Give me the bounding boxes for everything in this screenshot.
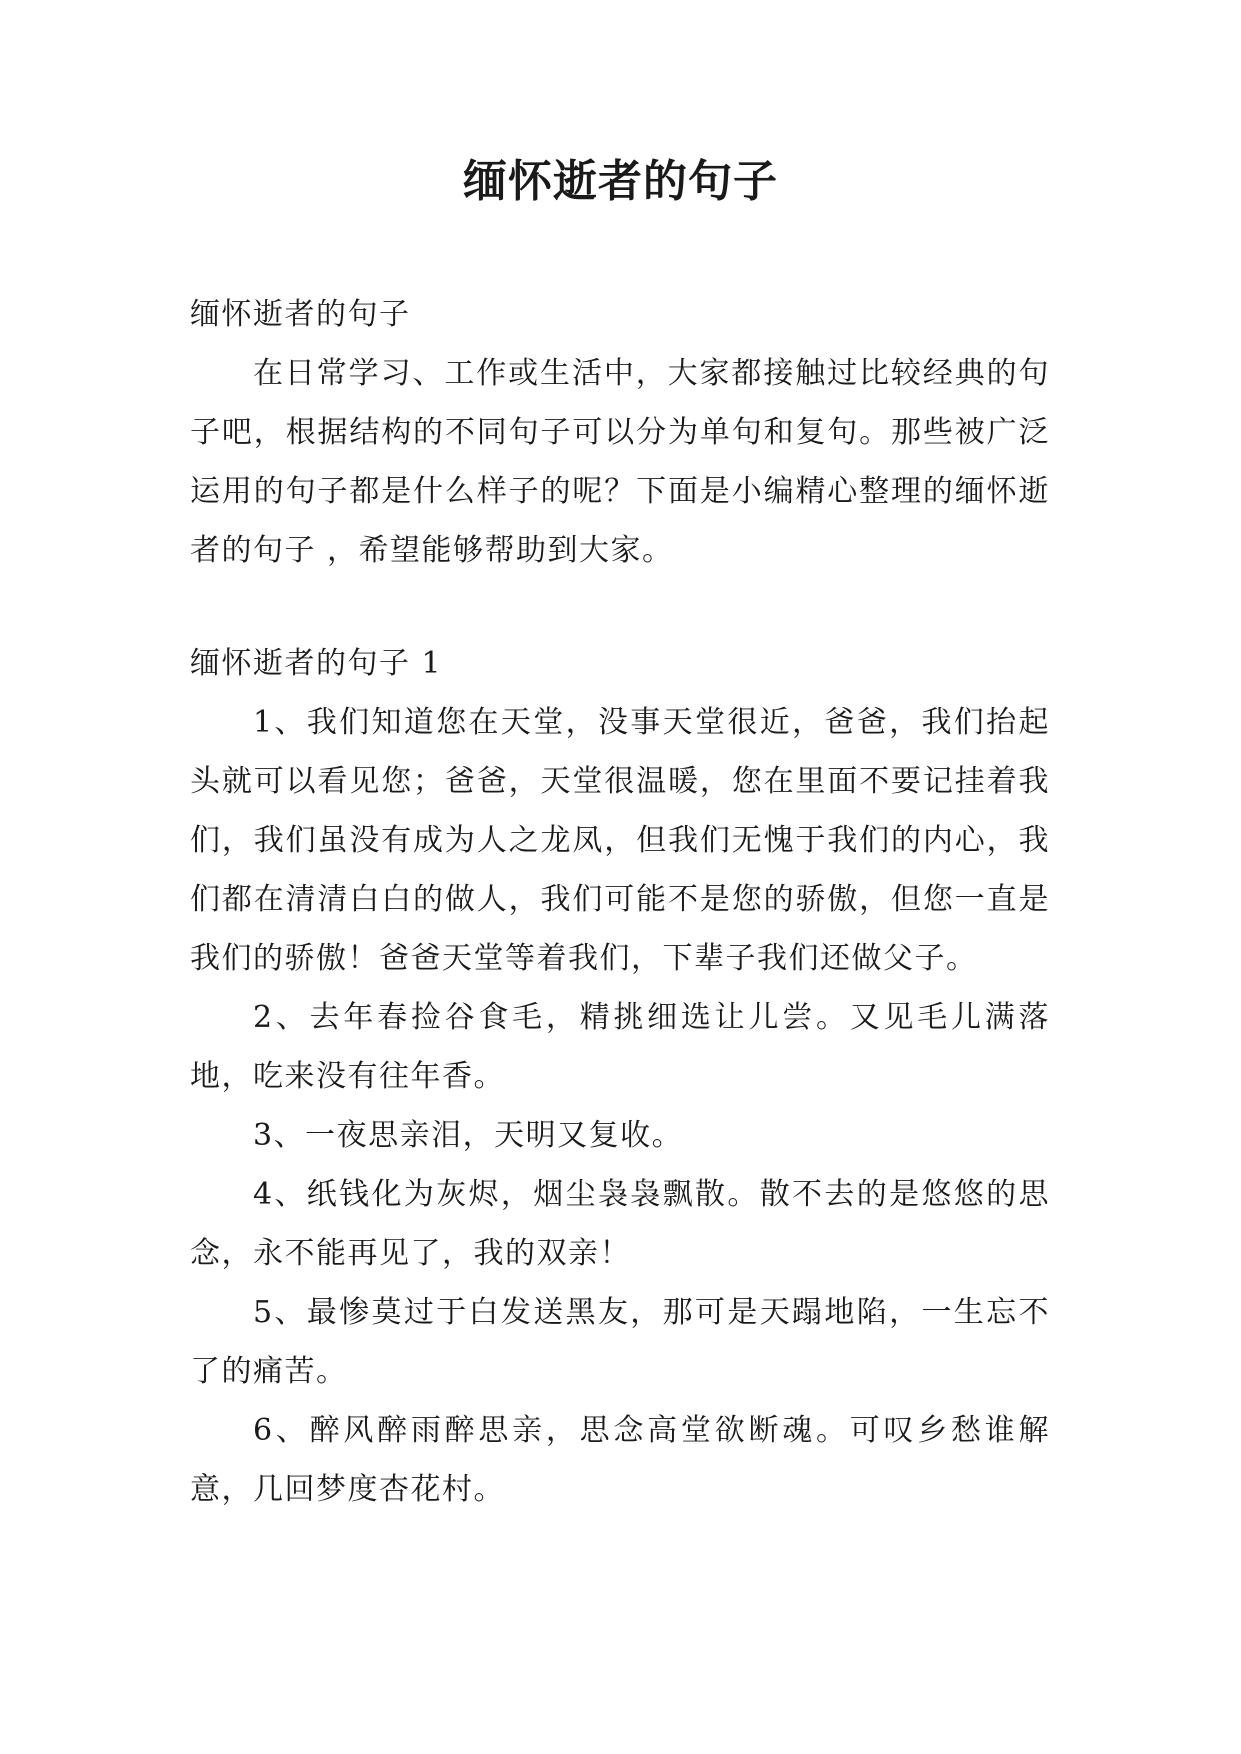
list-item: 2、去年春捡谷食毛，精挑细选让儿尝。又见毛儿满落地，吃来没有往年香。 [190, 1000, 1050, 1094]
list-item: 1、我们知道您在天堂，没事天堂很近，爸爸，我们抬起头就可以看见您；爸爸，天堂很温暖，您在里面不要记挂着我们，我们虽没有成为人之龙凤，但我们无愧于我们的内心，我们都在清清白白的做人，我们可能不是您的骄傲，但您一直是我们的骄傲！爸爸天堂等着我们，下辈子我们还做父子。 [190, 705, 1050, 976]
document-body [190, 285, 1050, 1519]
list-item: 4、纸钱化为灰烬，烟尘袅袅飘散。散不去的是悠悠的思念，永不能再见了，我的双亲！ [190, 1177, 1050, 1271]
section-heading: 缅怀逝者的句子 1 [190, 646, 443, 681]
list-item: 6、醉风醉雨醉思亲，思念高堂欲断魂。可叹乡愁谁解意，几回梦度杏花村。 [190, 1413, 1050, 1507]
intro-paragraph: 在日常学习、工作或生活中，大家都接触过比较经典的句子吧，根据结构的不同句子可以分为单句和复句。那些被广泛运用的句子都是什么样子的呢？下面是小编精心整理的缅怀逝者的句子 ，希望能够帮助到大家。 [190, 356, 1050, 568]
list-item: 5、最惨莫过于白发送黑友，那可是天蹋地陷，一生忘不了的痛苦。 [190, 1295, 1050, 1389]
section-gap [190, 580, 1050, 634]
list-item: 3、一夜思亲泪，天明又复收。 [253, 1118, 684, 1153]
page-title: 缅怀逝者的句子 [463, 156, 778, 207]
subtitle: 缅怀逝者的句子 [190, 297, 411, 332]
